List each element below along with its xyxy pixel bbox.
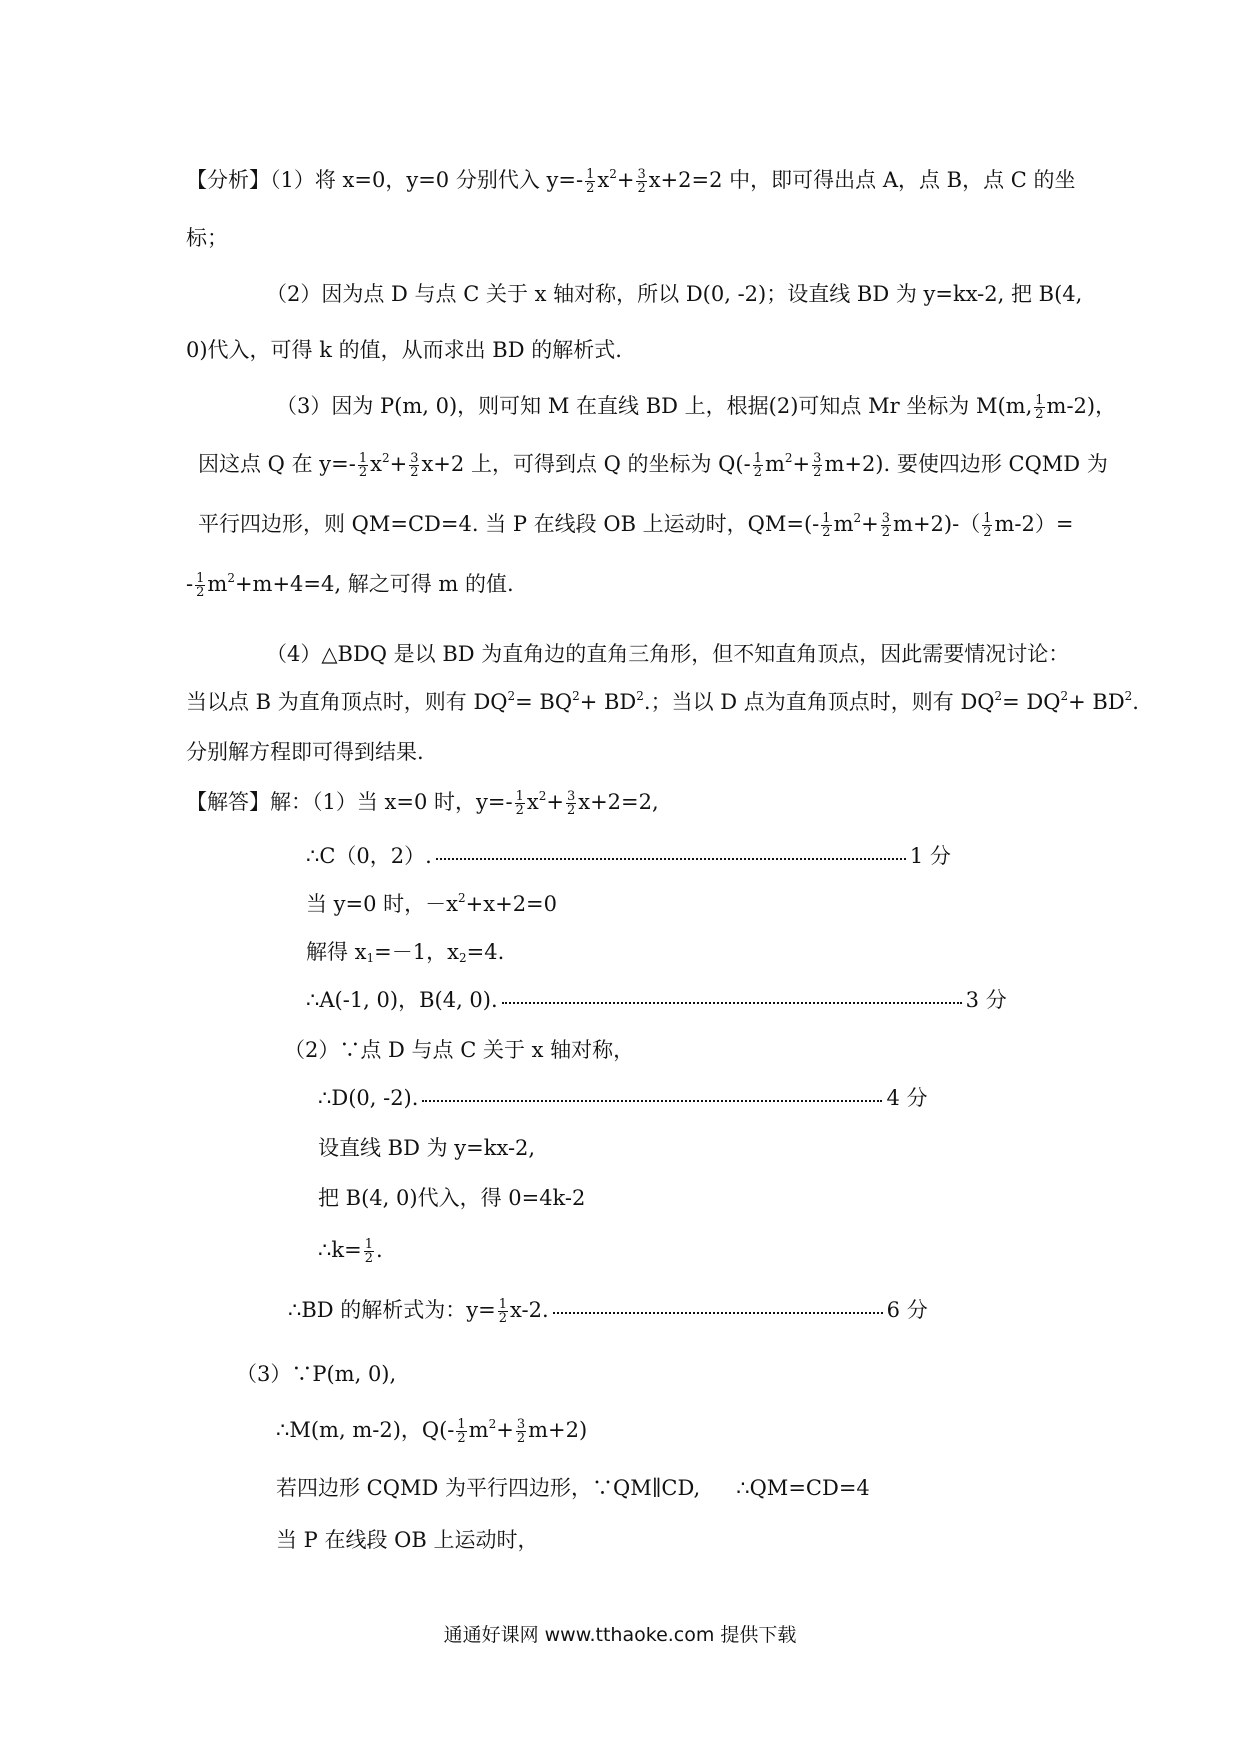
fraction: $\frac{1}{2}$ [364,1237,373,1266]
fraction: $\frac{1}{2}$ [358,451,368,480]
fraction: $\frac{3}{2}$ [637,167,646,196]
answer-line-11: ∴BD 的解析式为：y= $\frac{1}{2}$ x-2. 6 分 [288,1297,928,1326]
fraction: $\frac{1}{2}$ [1035,393,1044,422]
analysis-line-8: - $\frac{1}{2}$ $m^2+m+4=4$, 解之可得 m 的值. [186,571,514,600]
fraction: $\frac{3}{2}$ [516,1417,526,1446]
fraction: $\frac{1}{2}$ [753,451,762,480]
fraction: $\frac{1}{2}$ [515,789,524,818]
analysis-line-9: （4）△BDQ 是以 BD 为直角边的直角三角形，但不知直角顶点，因此需要情况讨论： [266,642,1070,666]
answer-line-13: ∴M(m, m-2)，Q(- $\frac{1}{2}$ $m^2+$ $\frac{3}{2}$ m+2) [276,1417,588,1446]
answer-line-8: 设直线 BD 为 y=kx-2, [318,1136,536,1160]
answer-line-14: 若四边形 CQMD 为平行四边形，∵QM∥CD, ∴QM=CD=4 [276,1476,870,1500]
analysis-line-7: 平行四边形，则 QM=CD=4. 当 P 在线段 OB 上运动时，QM=(- $\frac{1}{2}$ $m^2+$ $\frac{3}{2}$ m+2)-（ $\frac{1}{2}$ m-2）= [198,511,1074,540]
analysis-line-3: （2）因为点 D 与点 C 关于 x 轴对称，所以 D(0, -2)；设直线 BD 为 y=kx-2, 把 B(4, [266,282,1083,306]
analysis-line-10: 当以点 B 为直角顶点时，则有 $DQ^2= BQ^2+ BD^2$.；当以 D 点为直角顶点时，则有 $DQ^2= DQ^2+ BD^2$. [186,689,1139,714]
analysis-line-4: 0)代入，可得 k 的值，从而求出 BD 的解析式. [186,338,622,362]
answer-line-2: ∴C（0，2）. 1 分 [306,844,951,868]
fraction: $\frac{1}{2}$ [822,511,831,540]
answer-line-6: （2）∵点 D 与点 C 关于 x 轴对称， [284,1038,635,1062]
dot-leader [436,858,906,860]
answer-line-15: 当 P 在线段 OB 上运动时， [276,1528,539,1552]
fraction: $\frac{1}{2}$ [196,571,205,600]
answer-line-5: ∴A(-1, 0)，B(4, 0). 3 分 [306,988,1007,1012]
dot-leader [422,1100,882,1102]
score: 6 分 [886,1298,928,1322]
answer-heading: 【解答】 [186,790,270,814]
fraction: $\frac{1}{2}$ [983,511,992,540]
answer-line-4: 解得 $x_1=-1$，$x_2=4$. [306,940,505,965]
fraction: $\frac{3}{2}$ [566,789,576,818]
fraction: $\frac{3}{2}$ [410,451,419,480]
answer-line-10: ∴k= $\frac{1}{2}$ . [318,1237,383,1266]
footer-download-notice: 通通好课网 www.tthaoke.com 提供下载 [443,1624,797,1646]
analysis-line-11: 分别解方程即可得到结果. [186,740,424,764]
fraction: $\frac{1}{2}$ [586,167,595,196]
analysis-heading: 【分析】 [186,168,270,192]
answer-line-12: （3）∵P(m, 0), [236,1362,397,1386]
fraction: $\frac{3}{2}$ [881,511,891,540]
dot-leader [553,1312,883,1314]
fraction: $\frac{1}{2}$ [457,1417,466,1446]
answer-line-9: 把 B(4, 0)代入，得 0=4k-2 [318,1186,586,1210]
score: 3 分 [965,988,1007,1012]
analysis-line-2: 标； [186,226,228,250]
score: 4 分 [886,1086,928,1110]
analysis-line-1: 【分析】（1）将 x=0，y=0 分别代入 y=- $\frac{1}{2}$ $x^2+$ $\frac{3}{2}$ x+2=2 中，即可得出点 A，点 B，点 C 的坐 [186,167,1076,196]
answer-line-7: ∴D(0, -2). 4 分 [318,1086,928,1110]
answer-line-3: 当 y=0 时，$-x^2+x+2=0$ [306,891,558,916]
score: 1 分 [909,844,951,868]
analysis-line-5: （3）因为 P(m, 0)，则可知 M 在直线 BD 上，根据(2)可知点 Mr 坐标为 M(m, $\frac{1}{2}$ m-2)， [276,393,1117,422]
fraction: $\frac{1}{2}$ [498,1297,508,1326]
answer-line-1: 【解答】解：（1）当 x=0 时，y=- $\frac{1}{2}$ $x^2+$ $\frac{3}{2}$ x+2=2, [186,789,659,818]
fraction: $\frac{3}{2}$ [813,451,822,480]
analysis-line-6: 因这点 Q 在 y=- $\frac{1}{2}$ $x^2+$ $\frac{3}{2}$ x+2 上，可得到点 Q 的坐标为 Q(- $\frac{1}{2}$ $m^2+$ $\frac{3}{2}$ m+2). 要使四边形 CQMD 为 [198,451,1108,480]
dot-leader [502,1002,962,1004]
